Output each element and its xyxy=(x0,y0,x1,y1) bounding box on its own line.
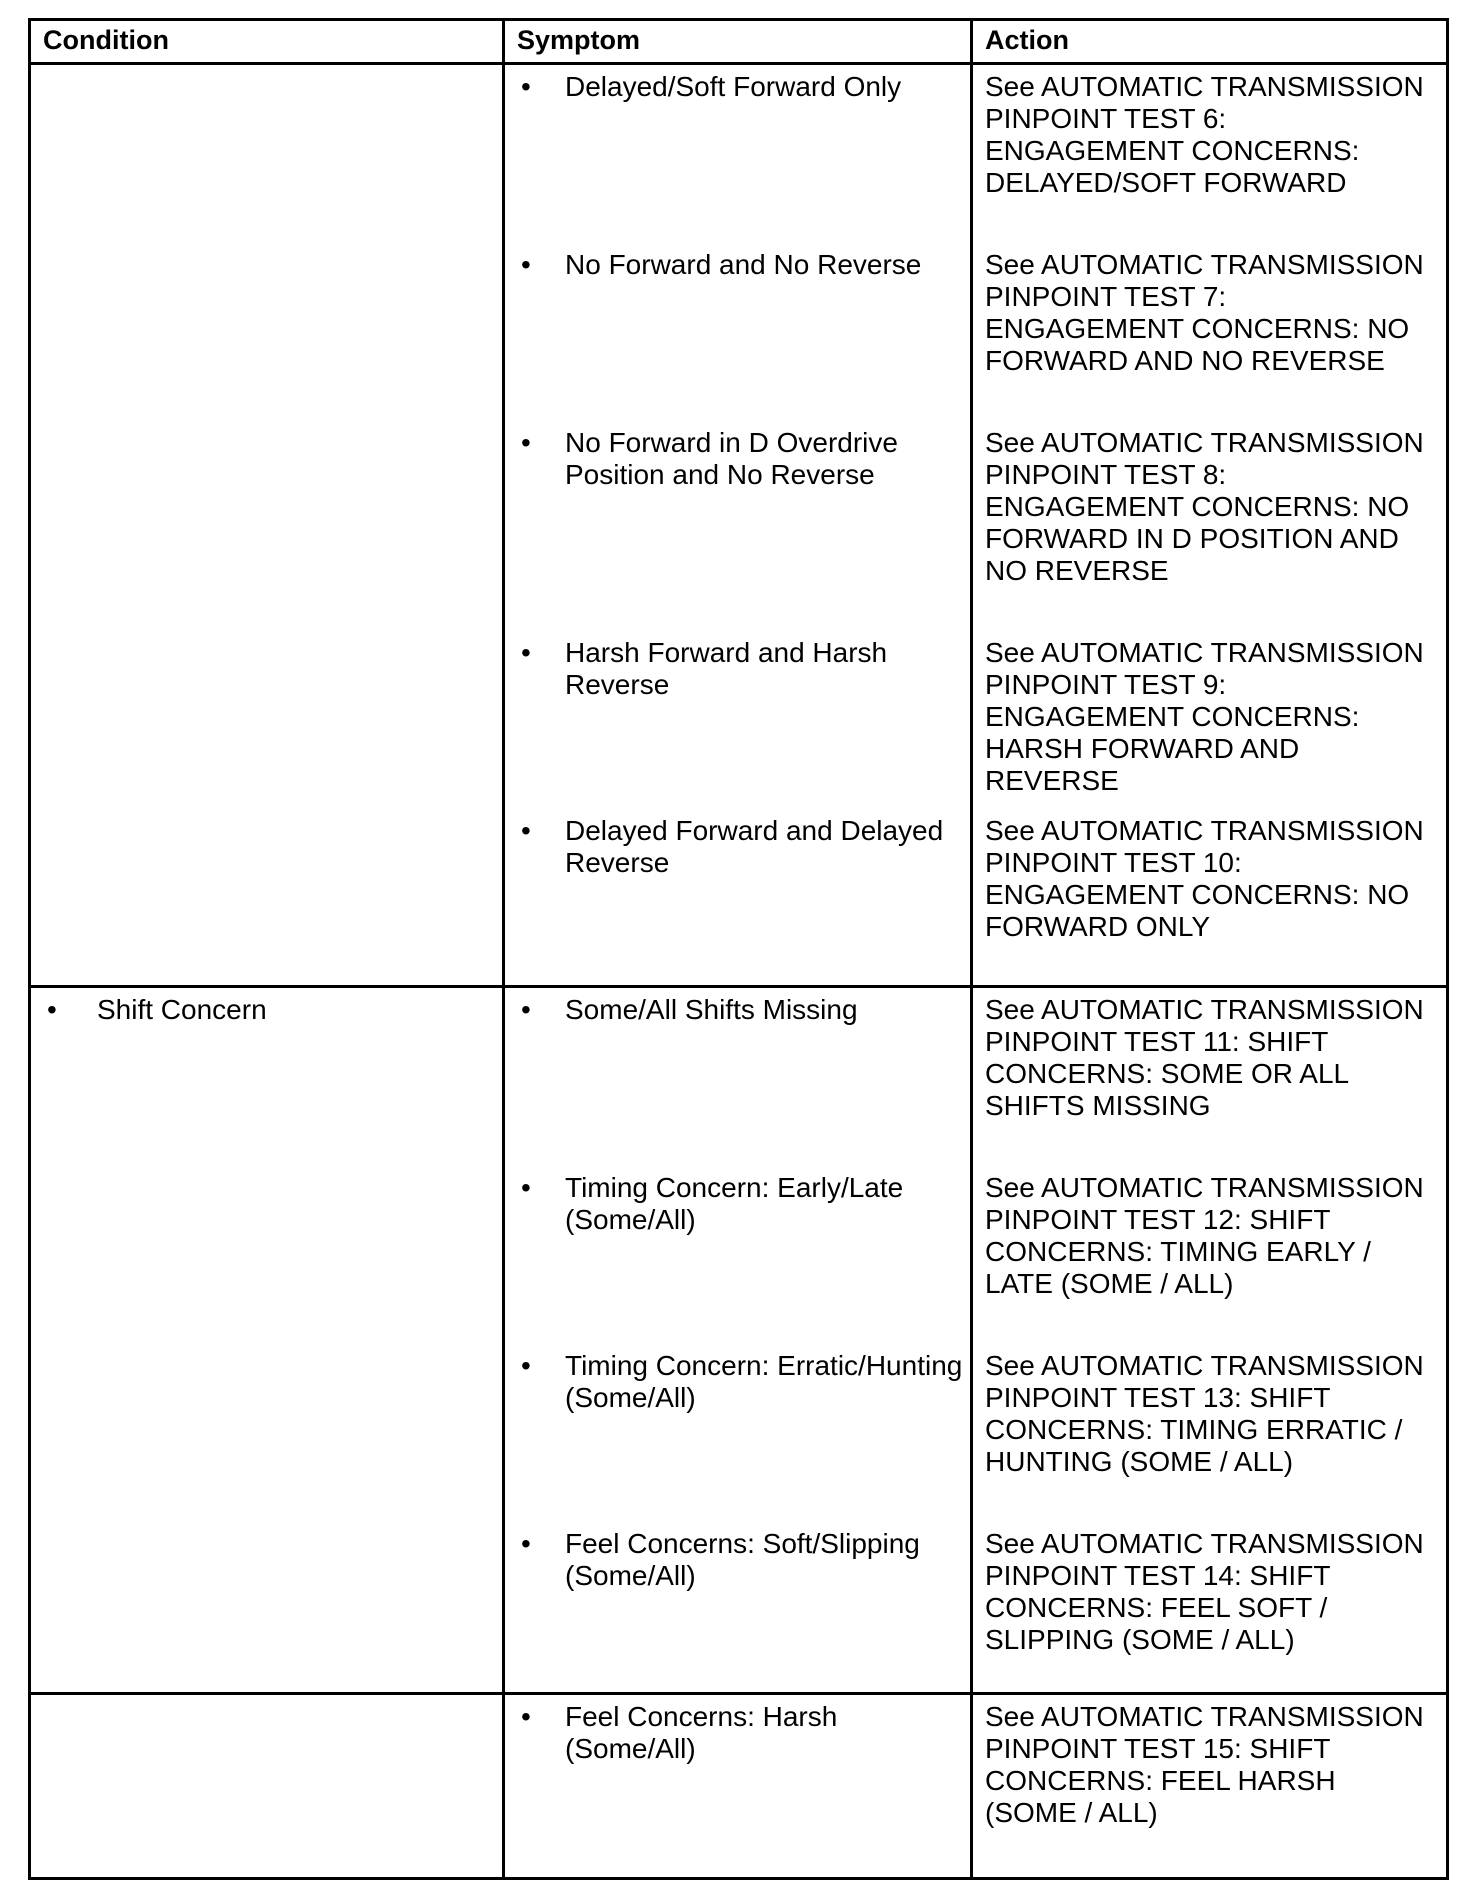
action-header: Action xyxy=(972,20,1448,64)
symptom-entry xyxy=(511,994,964,1172)
action-text: See AUTOMATIC TRANSMISSION PINPOINT TEST 14: SHIFT CONCERNS: FEEL SOFT / SLIPPING (SOME / ALL) xyxy=(985,1528,1424,1655)
action-text: See AUTOMATIC TRANSMISSION PINPOINT TEST 6: ENGAGEMENT CONCERNS: DELAYED/SOFT FORWARD xyxy=(985,71,1424,198)
symptom-text: Some/All Shifts Missing xyxy=(565,994,858,1025)
bullet-icon: • xyxy=(521,427,531,458)
bullet-icon: • xyxy=(521,71,531,102)
symptom-cell xyxy=(504,987,972,1694)
table-row xyxy=(30,64,1448,987)
bullet-icon: • xyxy=(521,1528,531,1559)
symptom-text: Timing Concern: Erratic/Hunting (Some/All) xyxy=(565,1350,963,1413)
symptom-entry xyxy=(511,1350,964,1528)
symptom-text: Feel Concerns: Soft/Slipping (Some/All) xyxy=(565,1528,920,1591)
action-cell xyxy=(972,987,1448,1694)
condition-header: Condition xyxy=(30,20,504,64)
action-text: See AUTOMATIC TRANSMISSION PINPOINT TEST 9: ENGAGEMENT CONCERNS: HARSH FORWARD AND REVERSE xyxy=(985,637,1424,796)
symptom-text: Timing Concern: Early/Late (Some/All) xyxy=(565,1172,904,1235)
bullet-icon: • xyxy=(521,994,531,1025)
symptom-cell xyxy=(504,1694,972,1879)
symptom-entry xyxy=(511,71,964,249)
symptom-text: Feel Concerns: Harsh (Some/All) xyxy=(565,1701,838,1764)
symptom-entry xyxy=(511,815,964,985)
symptom-text: Delayed Forward and Delayed Reverse xyxy=(565,815,944,878)
bullet-icon: • xyxy=(47,994,57,1025)
action-text: See AUTOMATIC TRANSMISSION PINPOINT TEST 10: ENGAGEMENT CONCERNS: NO FORWARD ONLY xyxy=(985,815,1424,942)
symptom-entry xyxy=(511,637,964,815)
bullet-icon: • xyxy=(521,249,531,280)
condition-entry xyxy=(37,994,496,1026)
action-text: See AUTOMATIC TRANSMISSION PINPOINT TEST 11: SHIFT CONCERNS: SOME OR ALL SHIFTS MISSING xyxy=(985,994,1424,1121)
header-row xyxy=(30,20,1448,64)
symptom-entry xyxy=(511,249,964,427)
action-cell xyxy=(972,64,1448,987)
symptom-cell xyxy=(504,64,972,987)
symptom-text: No Forward in D Overdrive Position and No Reverse xyxy=(565,427,898,490)
diagnostic-table xyxy=(28,18,1449,1880)
action-cell xyxy=(972,1694,1448,1879)
condition-cell xyxy=(30,64,504,987)
symptom-text: No Forward and No Reverse xyxy=(565,249,922,280)
symptom-entry xyxy=(511,1701,964,1877)
condition-label: Shift Concern xyxy=(97,994,267,1025)
action-text: See AUTOMATIC TRANSMISSION PINPOINT TEST 7: ENGAGEMENT CONCERNS: NO FORWARD AND NO REVERSE xyxy=(985,249,1424,376)
bullet-icon: • xyxy=(521,637,531,668)
bullet-icon: • xyxy=(521,1701,531,1732)
condition-cell xyxy=(30,1694,504,1879)
bullet-icon: • xyxy=(521,1172,531,1203)
table-row xyxy=(30,987,1448,1694)
bullet-icon: • xyxy=(521,815,531,846)
symptom-entry xyxy=(511,1528,964,1692)
table-row xyxy=(30,1694,1448,1879)
symptom-text: Harsh Forward and Harsh Reverse xyxy=(565,637,888,700)
diagnostic-document xyxy=(28,18,1446,1881)
symptom-text: Delayed/Soft Forward Only xyxy=(565,71,902,102)
action-text: See AUTOMATIC TRANSMISSION PINPOINT TEST 15: SHIFT CONCERNS: FEEL HARSH (SOME / ALL) xyxy=(985,1701,1424,1828)
bullet-icon: • xyxy=(521,1350,531,1381)
symptom-entry xyxy=(511,427,964,637)
symptom-header: Symptom xyxy=(504,20,972,64)
action-text: See AUTOMATIC TRANSMISSION PINPOINT TEST 13: SHIFT CONCERNS: TIMING ERRATIC / HUNTING (SOME / ALL) xyxy=(985,1350,1424,1477)
action-text: See AUTOMATIC TRANSMISSION PINPOINT TEST 12: SHIFT CONCERNS: TIMING EARLY / LATE (SOME / ALL) xyxy=(985,1172,1424,1299)
action-text: See AUTOMATIC TRANSMISSION PINPOINT TEST 8: ENGAGEMENT CONCERNS: NO FORWARD IN D POSITION AND NO REVERSE xyxy=(985,427,1424,586)
symptom-entry xyxy=(511,1172,964,1350)
condition-cell xyxy=(30,987,504,1694)
